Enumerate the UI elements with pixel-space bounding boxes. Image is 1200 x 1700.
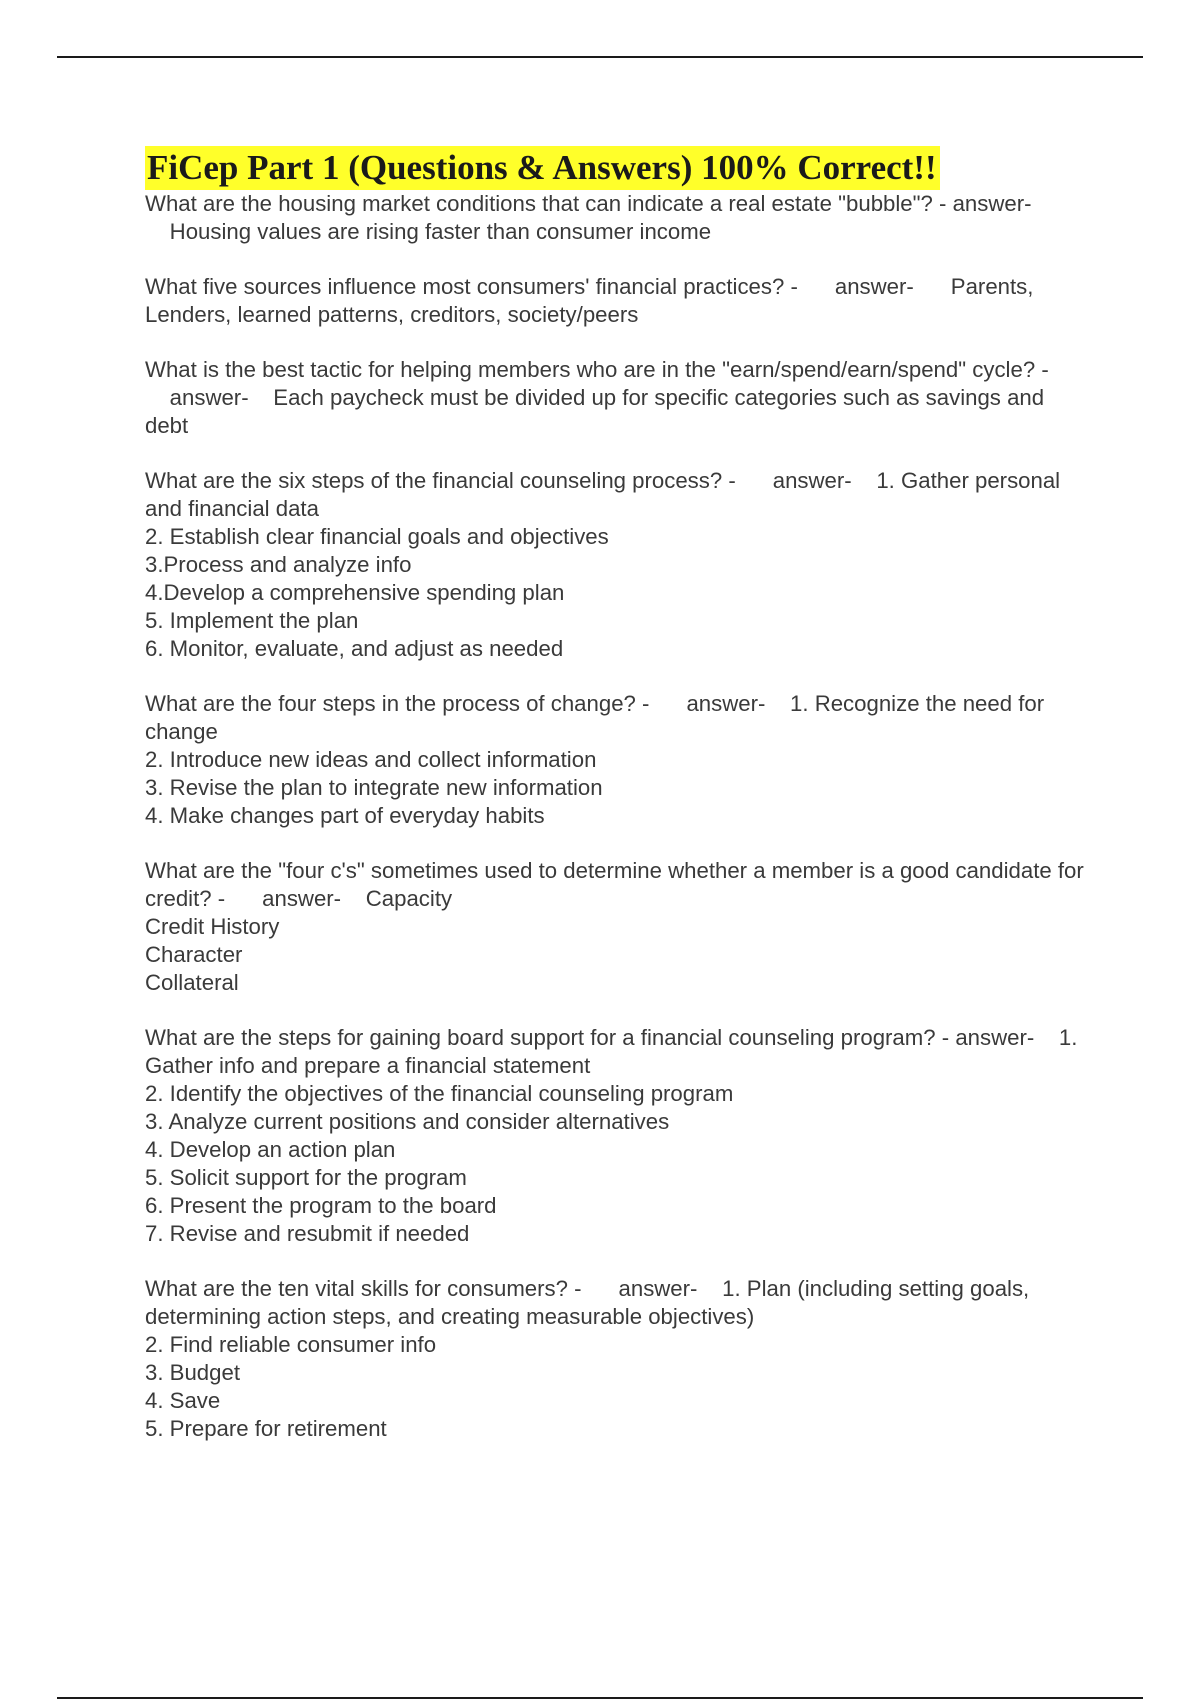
bottom-rule <box>57 1697 1143 1699</box>
answer-label: answer- <box>955 1025 1035 1050</box>
answer-text: Each paycheck must be divided up for specific categories such as savings and debt <box>145 385 1051 438</box>
answer-line: Credit History <box>145 914 280 939</box>
answer-line: 5. Prepare for retirement <box>145 1416 387 1441</box>
qa-item <box>145 1024 1085 1248</box>
answer-line: 5. Solicit support for the program <box>145 1165 467 1190</box>
answer-label: answer- <box>262 886 342 911</box>
qa-first-line <box>145 356 1085 440</box>
answer-line: 3.Process and analyze info <box>145 552 412 577</box>
answer-label: answer- <box>686 691 766 716</box>
answer-line: 7. Revise and resubmit if needed <box>145 1221 470 1246</box>
answer-line: 2. Identify the objectives of the financial counseling program <box>145 1081 734 1106</box>
answer-text: 1. Gather personal and financial data <box>145 468 1067 521</box>
qa-first-line <box>145 1024 1085 1080</box>
answer-line: 3. Revise the plan to integrate new information <box>145 775 603 800</box>
qa-item <box>145 857 1090 997</box>
qa-item <box>145 190 1085 246</box>
answer-label: answer- <box>772 468 852 493</box>
answer-line: 4.Develop a comprehensive spending plan <box>145 580 565 605</box>
answer-line: 2. Find reliable consumer info <box>145 1332 437 1357</box>
answer-text: 1. Plan (including setting goals, determining action steps, and creating measurable objectives) <box>145 1276 1036 1329</box>
answer-line: Character <box>145 942 243 967</box>
document-title: FiCep Part 1 (Questions & Answers) 100% Correct!! <box>145 146 940 190</box>
answer-line: 4. Save <box>145 1388 221 1413</box>
answer-label: answer- <box>834 274 914 299</box>
answer-line: 3. Analyze current positions and consider alternatives <box>145 1109 670 1134</box>
document-body <box>145 146 1090 1470</box>
answer-line: 6. Present the program to the board <box>145 1193 497 1218</box>
answer-line: 4. Make changes part of everyday habits <box>145 803 545 828</box>
qa-item <box>145 690 1085 830</box>
answer-line: 2. Introduce new ideas and collect information <box>145 747 597 772</box>
answer-line: Collateral <box>145 970 239 995</box>
qa-first-line <box>145 1275 1085 1331</box>
question-text: What are the six steps of the financial counseling process? - <box>145 468 736 493</box>
top-rule <box>57 56 1143 58</box>
question-text: What are the ten vital skills for consumers? - <box>145 1276 582 1301</box>
question-text: What is the best tactic for helping members who are in the "earn/spend/earn/spend" cycle? - <box>145 357 1049 382</box>
answer-label: answer- <box>169 385 249 410</box>
question-text: What five sources influence most consumers' financial practices? - <box>145 274 798 299</box>
question-text: What are the "four c's" sometimes used to determine whether a member is a good candidate for credit? - <box>145 858 1090 911</box>
qa-item <box>145 1275 1085 1443</box>
answer-line: 5. Implement the plan <box>145 608 359 633</box>
question-text: What are the four steps in the process of change? - <box>145 691 650 716</box>
qa-first-line <box>145 857 1090 913</box>
answer-label: answer- <box>952 191 1032 216</box>
answer-label: answer- <box>618 1276 698 1301</box>
qa-item <box>145 356 1085 440</box>
answer-line: 3. Budget <box>145 1360 240 1385</box>
answer-text: 1. Gather info and prepare a financial statement <box>145 1025 1084 1078</box>
qa-item <box>145 467 1085 663</box>
answer-text: Housing values are rising faster than consumer income <box>169 219 712 244</box>
answer-line: 2. Establish clear financial goals and objectives <box>145 524 609 549</box>
qa-first-line <box>145 467 1085 523</box>
question-text: What are the steps for gaining board support for a financial counseling program? - <box>145 1025 950 1050</box>
question-text: What are the housing market conditions that can indicate a real estate "bubble"? - <box>145 191 947 216</box>
qa-item <box>145 273 1085 329</box>
answer-line: 4. Develop an action plan <box>145 1137 396 1162</box>
qa-first-line <box>145 273 1085 329</box>
answer-line: 6. Monitor, evaluate, and adjust as needed <box>145 636 564 661</box>
answer-text: 1. Recognize the need for change <box>145 691 1051 744</box>
answer-text: Parents, Lenders, learned patterns, creditors, society/peers <box>145 274 1040 327</box>
qa-first-line <box>145 190 1085 246</box>
answer-text: Capacity <box>365 886 453 911</box>
qa-first-line <box>145 690 1085 746</box>
